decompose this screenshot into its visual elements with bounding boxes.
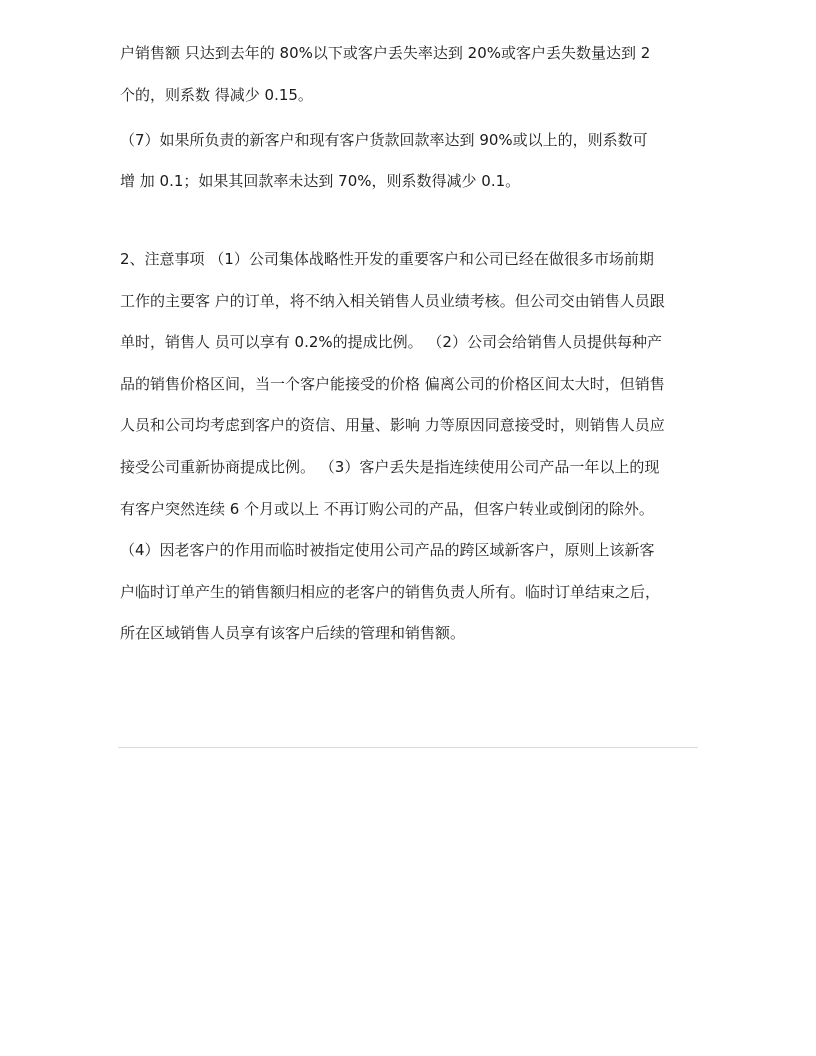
text-line: 个的，则系数 得减少 0.15。 xyxy=(120,86,313,104)
page-divider xyxy=(118,747,698,748)
text-line: 接受公司重新协商提成比例。 （3）客户丢失是指连续使用公司产品一年以上的现 xyxy=(120,458,660,476)
text-line: （7）如果所负责的新客户和现有客户货款回款率达到 90%或以上的，则系数可 xyxy=(120,131,648,149)
text-line: 所在区域销售人员享有该客户后续的管理和销售额。 xyxy=(120,624,466,642)
text-line: 人员和公司均考虑到客户的资信、用量、影响 力等原因同意接受时，则销售人员应 xyxy=(120,416,665,434)
text-line: 户临时订单产生的销售额归相应的老客户的销售负责人所有。临时订单结束之后， xyxy=(120,583,661,601)
text-line: 2、注意事项 （1）公司集体战略性开发的重要客户和公司已经在做很多市场前期 xyxy=(120,250,654,268)
text-line: 增 加 0.1；如果其回款率未达到 70%，则系数得减少 0.1。 xyxy=(120,172,521,190)
text-line: （4）因老客户的作用而临时被指定使用公司产品的跨区域新客户，原则上该新客 xyxy=(120,541,655,559)
text-line: 工作的主要客 户的订单，将不纳入相关销售人员业绩考核。但公司交由销售人员跟 xyxy=(120,292,665,310)
text-line: 单时，销售人 员可以享有 0.2%的提成比例。 （2）公司会给销售人员提供每种产 xyxy=(120,333,662,351)
text-line: 有客户突然连续 6 个月或以上 不再订购公司的产品，但客户转业或倒闭的除外。 xyxy=(120,500,654,518)
text-line: 户销售额 只达到去年的 80%以下或客户丢失率达到 20%或客户丢失数量达到 2 xyxy=(120,44,651,62)
text-line: 品的销售价格区间，当一个客户能接受的价格 偏离公司的价格区间太大时，但销售 xyxy=(120,375,665,393)
